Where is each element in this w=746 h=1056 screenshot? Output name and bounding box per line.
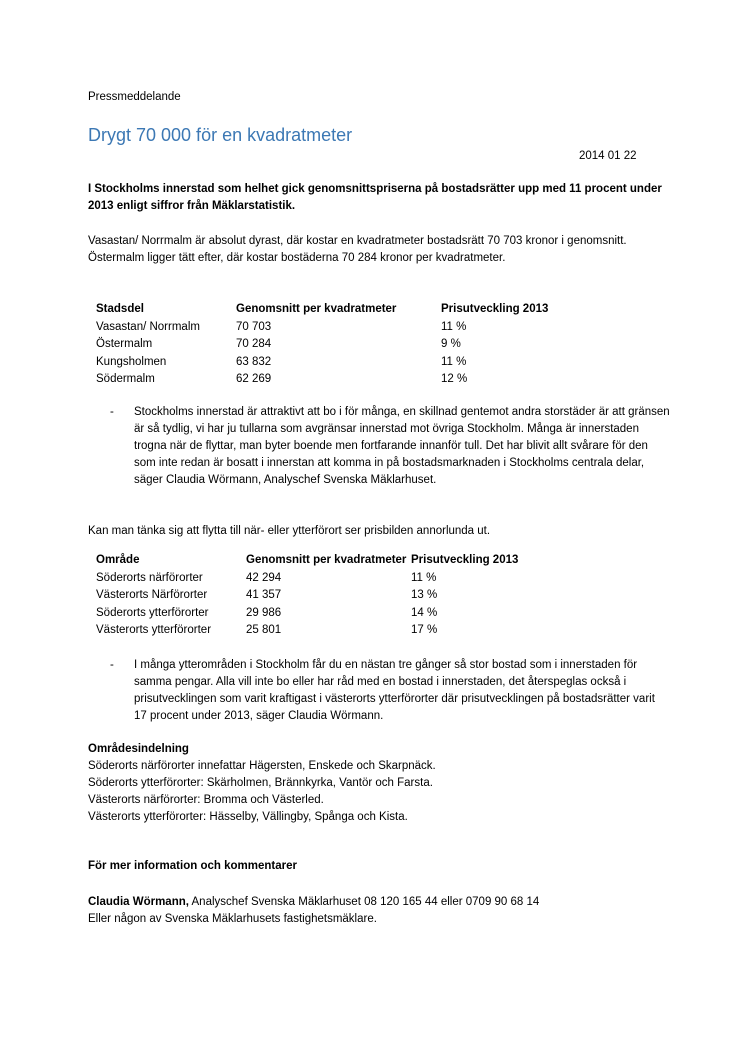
column-header: Område (96, 554, 140, 566)
table-cell: Kungsholmen (96, 355, 167, 368)
bullet-dash: - (110, 406, 114, 418)
table-cell: 29 986 (246, 606, 282, 619)
table-cell: 70 284 (236, 338, 272, 350)
document-type-label: Pressmeddelande (88, 91, 181, 103)
table-cell: 13 % (411, 589, 438, 601)
area-definitions (88, 741, 436, 826)
bullet-dash: - (110, 659, 114, 671)
release-date: 2014 01 22 (579, 150, 637, 162)
table-header-row (96, 552, 518, 570)
table-cell: 11 % (441, 355, 467, 368)
suburb-price-table (96, 552, 518, 640)
table-cell: Söderorts närförorter (96, 571, 203, 584)
quote-text: Stockholms innerstad är attraktivt att bo i för många, en skillnad gentemot andra storstäder är att gränsen är så tydlig, vi har ju tullarna som avgränsar innerstad mot övriga Stockholm. Många är innerstaden trogna när de flyttar, man byter boende men fortfarande innanför tull. Det har blivit allt svårare för den som inte redan är bosatt i innerstan att komma in på bostadsmarknaden i Stockholms centrala delar, säger Claudia Wörmann, Analyschef Svenska Mäklarhuset. (134, 406, 670, 486)
contact-details: Analyschef Svenska Mäklarhuset 08 120 165 44 eller 0709 90 68 14 (188, 896, 540, 908)
table-row (96, 570, 518, 588)
table-cell: 42 294 (246, 571, 282, 584)
area-definitions-heading: Områdesindelning (88, 743, 189, 755)
contact-line-2: Eller någon av Svenska Mäklarhusets fastighetsmäklare. (88, 913, 377, 925)
table-cell: Södermalm (96, 373, 155, 385)
lead-paragraph: I Stockholms innerstad som helhet gick genomsnittspriserna på bostadsrätter upp med 11 procent under 2013 enligt siffror från Mäklarstatistik. (88, 183, 662, 212)
inner-city-price-table (96, 301, 548, 389)
column-header: Genomsnitt per kvadratmeter (236, 303, 397, 315)
table-row (96, 605, 518, 623)
page-title: Drygt 70 000 för en kvadratmeter (88, 125, 353, 145)
table-cell: 11 % (411, 571, 437, 584)
column-header: Prisutveckling 2013 (411, 554, 519, 566)
table-cell: 11 % (441, 320, 467, 333)
table-cell: Vasastan/ Norrmalm (96, 320, 200, 333)
table-row (96, 587, 518, 605)
table-cell: 62 269 (236, 373, 272, 385)
table-cell: 70 703 (236, 320, 272, 333)
quote-bullet (110, 404, 670, 489)
table-header-row (96, 301, 548, 319)
contact-name: Claudia Wörmann, (88, 896, 189, 908)
table-row (96, 354, 548, 372)
column-header: Stadsdel (96, 303, 144, 315)
table-cell: 41 357 (246, 589, 282, 601)
table-cell: 63 832 (236, 355, 272, 368)
area-definition-line: Västerorts ytterförorter: Hässelby, Vällingby, Spånga och Kista. (88, 811, 408, 823)
table-cell: 17 % (411, 624, 438, 636)
quote-bullet (110, 657, 670, 725)
quote-text: I många ytterområden i Stockholm får du en nästan tre gånger så stor bostad som i innerstaden för samma pengar. Alla vill inte bo eller har råd med en bostad i innerstaden, det återspeglas också i prisutvecklingen som varit kraftigast i västerorts ytterförorter där prisutvecklingen på bostadsrätter varit 17 procent under 2013, säger Claudia Wörmann. (134, 659, 655, 722)
table-cell: Västerorts Närförorter (96, 589, 208, 601)
table-cell: 12 % (441, 373, 468, 385)
contact-block (88, 894, 539, 928)
more-info-heading: För mer information och kommentarer (88, 860, 297, 872)
column-header: Genomsnitt per kvadratmeter (246, 554, 407, 566)
table-cell: 25 801 (246, 624, 282, 636)
table-row (96, 319, 548, 337)
area-definition-line: Söderorts ytterförorter: Skärholmen, Brännkyrka, Vantör och Farsta. (88, 777, 433, 789)
area-definition-line: Söderorts närförorter innefattar Hägersten, Enskede och Skarpnäck. (88, 760, 436, 772)
table-cell: 9 % (441, 338, 461, 350)
table-row (96, 371, 548, 389)
table-row (96, 336, 548, 354)
intro-paragraph: Vasastan/ Norrmalm är absolut dyrast, där kostar en kvadratmeter bostadsrätt 70 703 kronor i genomsnitt. Östermalm ligger tätt efter, där kostar bostäderna 70 284 kronor per kvadratmeter. (88, 235, 627, 264)
suburbs-intro: Kan man tänka sig att flytta till när- eller ytterförort ser prisbilden annorlunda ut. (88, 525, 491, 537)
table-row (96, 622, 518, 640)
table-cell: Västerorts ytterförorter (96, 624, 212, 636)
table-cell: 14 % (411, 606, 438, 619)
column-header: Prisutveckling 2013 (441, 303, 549, 315)
contact-line (88, 894, 539, 911)
table-cell: Söderorts ytterförorter (96, 606, 209, 619)
table-cell: Östermalm (96, 338, 153, 350)
area-definition-line: Västerorts närförorter: Bromma och Västerled. (88, 794, 324, 806)
